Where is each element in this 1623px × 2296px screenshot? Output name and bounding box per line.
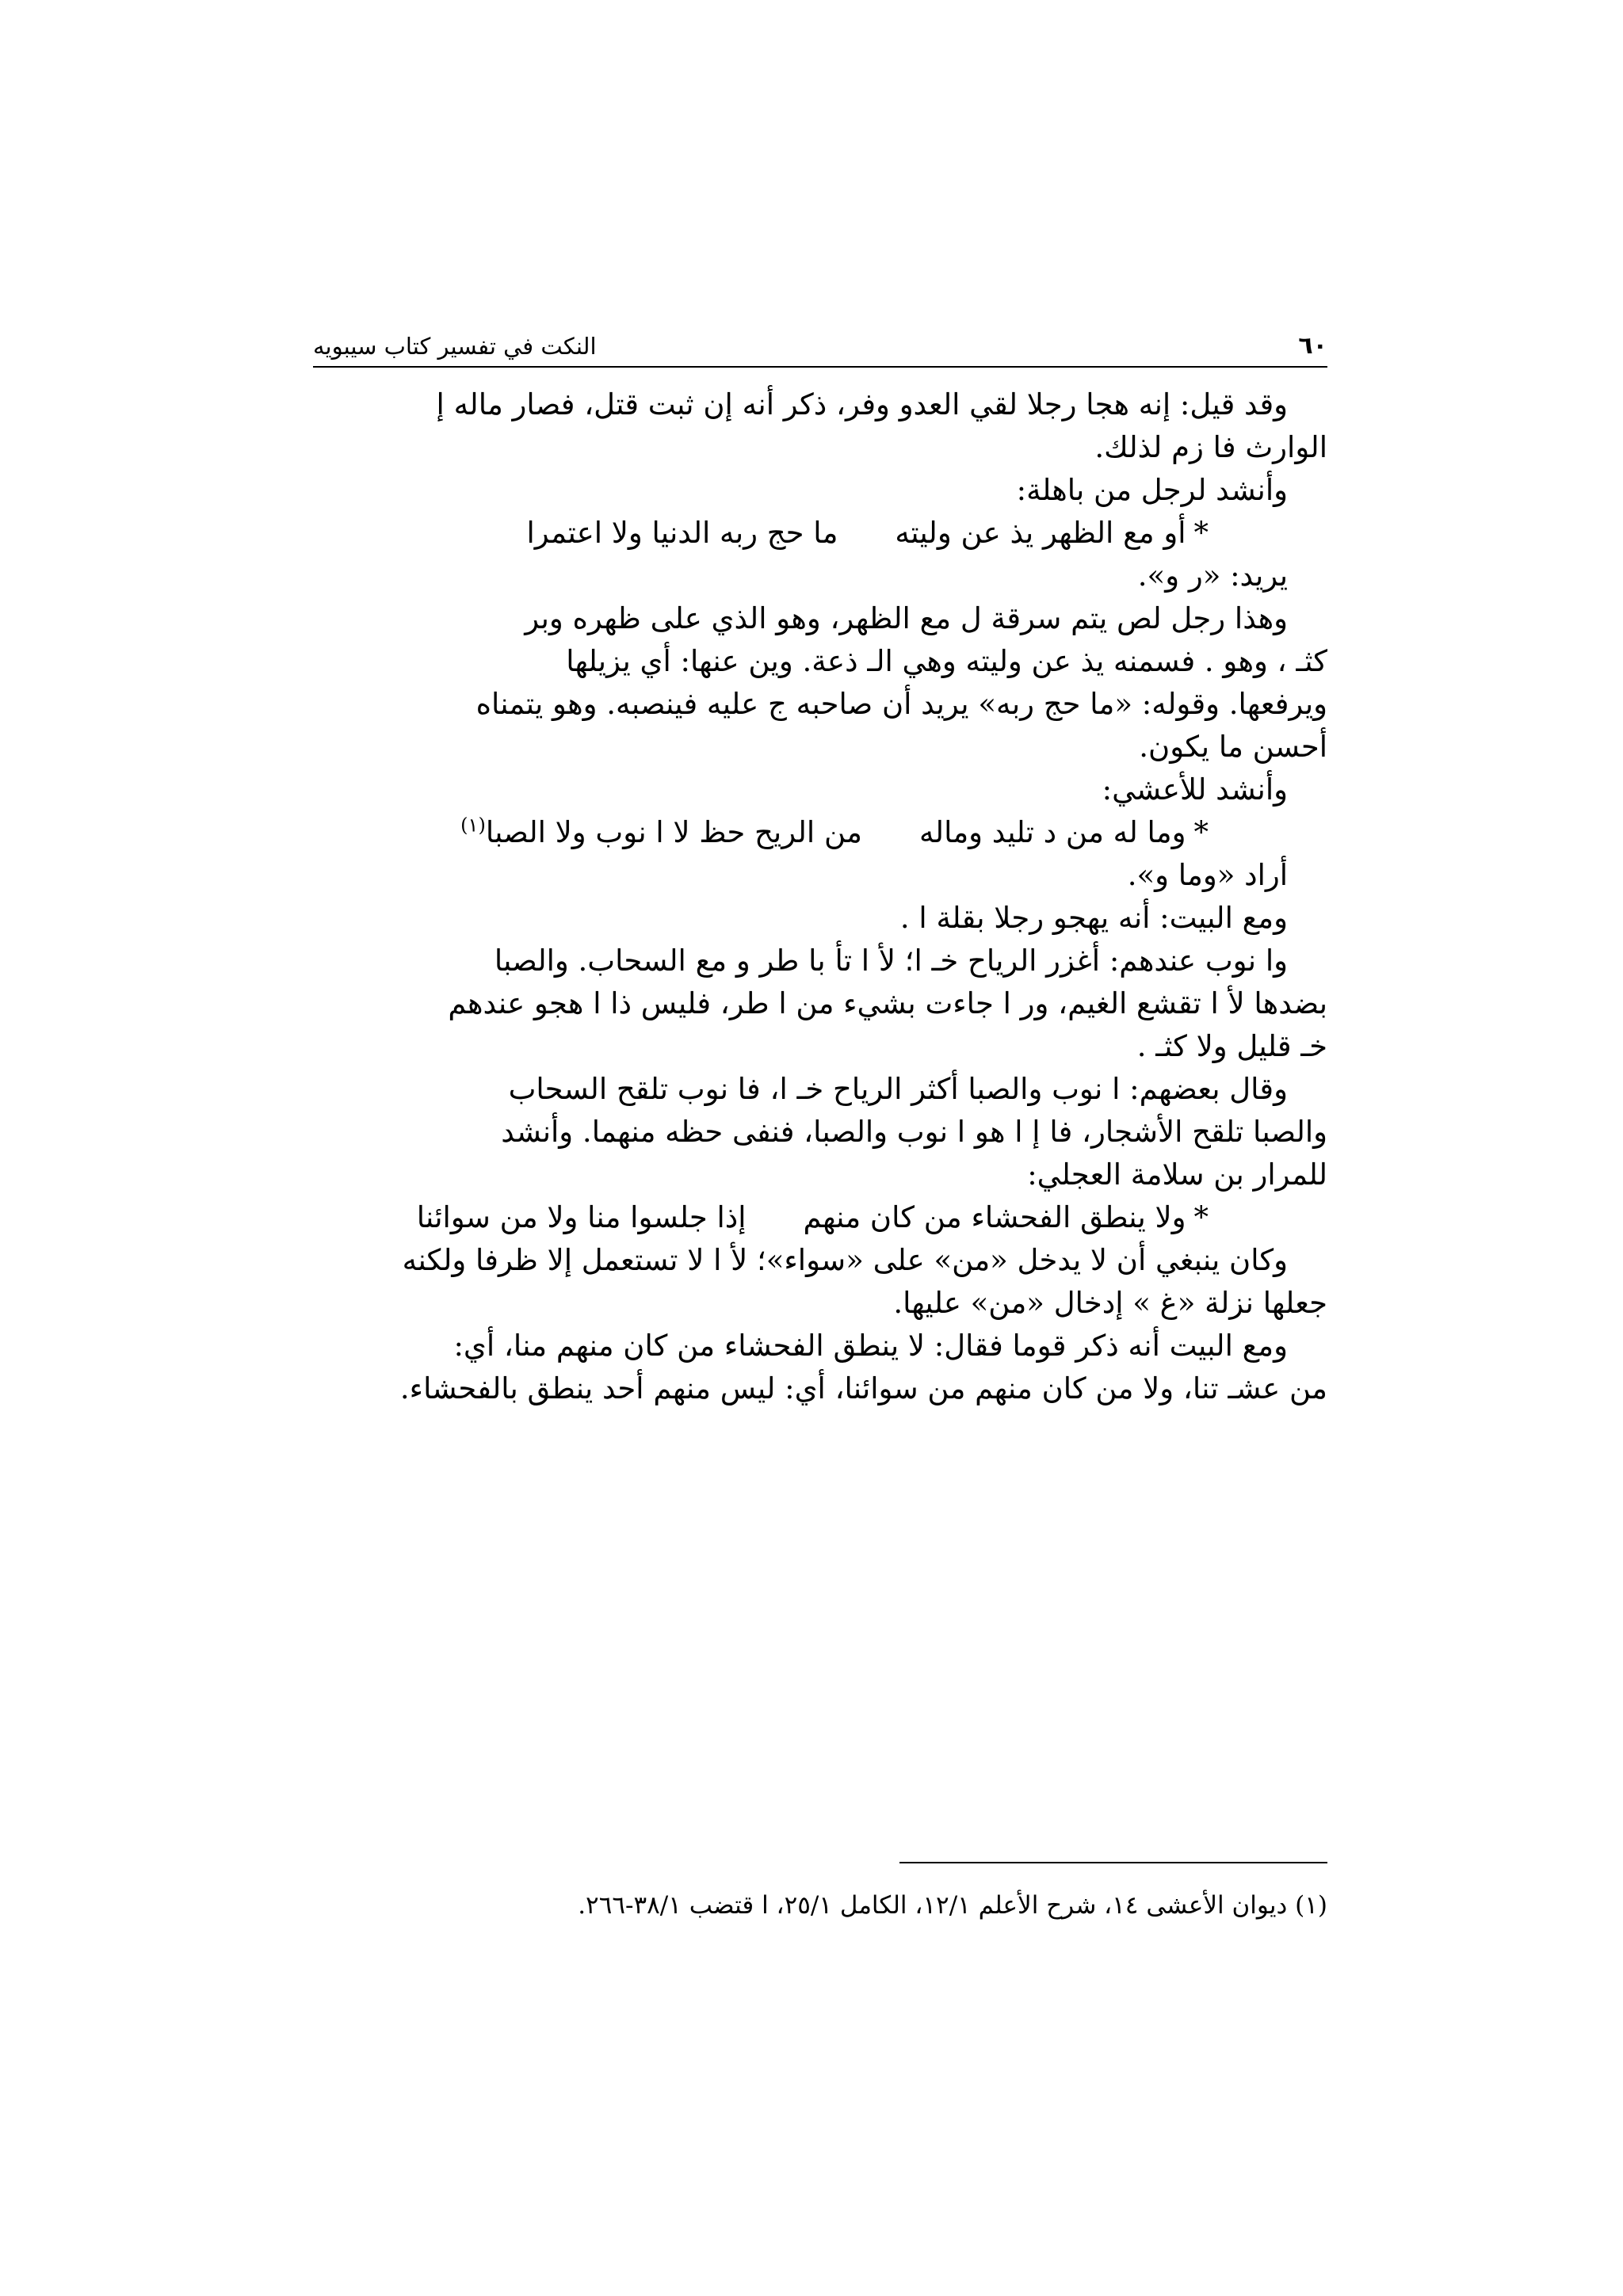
verse-hemistich	[895, 512, 1209, 555]
text-line: وقد قيل: إنه هجا رجلا لقي العدو وفر، ذكر أنه إن ثبت قتل، فصار ماله إ	[436, 387, 1288, 421]
paragraph	[313, 1325, 1327, 1367]
verse-hemistich-a: ولا ينطق الفحشاء من كان منهم	[803, 1200, 1186, 1234]
paragraph-continuation	[313, 683, 1327, 726]
verse-hemistich	[919, 811, 1209, 854]
running-header	[313, 317, 1327, 360]
text-line: ويرفعها. وقوله: «ما حج ربه» يريد أن صاحبه ج عليه فينصبه. وهو يتمناه	[475, 687, 1327, 721]
verse-star: *	[1193, 516, 1209, 550]
paragraph-continuation	[313, 726, 1327, 769]
footnote-reference: (١)	[460, 814, 486, 837]
text-line: وأنشد لرجل من باهلة:	[1016, 473, 1288, 507]
paragraph-continuation	[313, 1282, 1327, 1325]
verse-hemistich	[460, 811, 862, 854]
verse-hemistich-a: أو مع الظهر يذ عن وليته	[895, 516, 1186, 550]
paragraph	[313, 1068, 1327, 1111]
paragraph-continuation	[313, 1367, 1327, 1410]
text-line: أحسن ما يكون.	[1139, 730, 1327, 764]
paragraph-continuation	[313, 1025, 1327, 1068]
paragraph	[313, 555, 1327, 597]
text-line: وا نوب عندهم: أغزر الرياح خـ ا؛ لأ ا تأ با طر و مع السحاب. والصبا	[494, 944, 1288, 978]
footnote: (١) ديوان الأعشى ١٤، شرح الأعلم ١٢/١، الكامل ٢٥/١، ا قتضب ٣٨/١-٢٦٦.	[578, 1891, 1327, 1920]
page-number: ٦٠	[1298, 332, 1327, 360]
text-line: للمرار بن سلامة العجلي:	[1027, 1158, 1327, 1192]
text-line: وقال بعضهم: ا نوب والصبا أكثر الرياح خـ ا، فا نوب تلقح السحاب	[508, 1072, 1288, 1106]
text-line: وكان ينبغي أن لا يدخل «من» على «سواء»؛ لأ ا لا تستعمل إلا ظرفا ولكنه	[402, 1243, 1288, 1277]
text-line: وأنشد للأعشي:	[1102, 772, 1288, 807]
paragraph-continuation	[313, 640, 1327, 683]
body-text	[313, 383, 1327, 1410]
text-line: أراد «وما و».	[1127, 858, 1288, 892]
text-line: الوارث فا زم لذلك.	[1094, 430, 1327, 464]
text-line: خـ قليل ولا كثـ .	[1136, 1029, 1327, 1063]
paragraph-continuation	[313, 1154, 1327, 1196]
paragraph	[313, 383, 1327, 426]
footnote-rule	[899, 1862, 1327, 1863]
paragraph	[313, 769, 1327, 811]
paragraph	[313, 597, 1327, 640]
text-line: بضدها لأ ا تقشع الغيم، ور ا جاءت بشيء من ا طر، فليس ذا ا هجو عندهم	[448, 986, 1327, 1020]
verse-hemistich-b: ما حج ربه الدنيا ولا اعتمرا	[526, 516, 838, 550]
verse-hemistich-b: من الريح حظ لا ا نوب ولا الصبا	[485, 815, 862, 849]
paragraph	[313, 854, 1327, 897]
paragraph	[313, 897, 1327, 940]
text-line: والصبا تلقح الأشجار، فا إ ا هو ا نوب والصبا، فنفى حظه منهما. وأنشد	[501, 1115, 1327, 1149]
verse-star: *	[1193, 815, 1209, 849]
text-line: ومع البيت: أنه يهجو رجلا بقلة ا .	[899, 901, 1288, 935]
verse-hemistich-a: وما له من د تليد وماله	[918, 815, 1186, 849]
text-line: من عشـ تنا، ولا من كان منهم من سوائنا، أي: ليس منهم أحد ينطق بالفحشاء.	[399, 1371, 1327, 1405]
verse-hemistich-b: إذا جلسوا منا ولا من سوائنا	[416, 1200, 747, 1234]
paragraph	[313, 469, 1327, 512]
book-title: النكت في تفسير كتاب سيبويه	[313, 333, 597, 360]
text-line: وهذا رجل لص يتم سرقة ل مع الظهر، وهو الذي على ظهره وبر	[525, 601, 1288, 635]
verse-line	[313, 811, 1327, 854]
text-line: ومع البيت أنه ذكر قوما فقال: لا ينطق الفحشاء من كان منهم منا، أي:	[453, 1329, 1288, 1363]
header-rule	[313, 366, 1327, 368]
paragraph-continuation	[313, 1111, 1327, 1154]
paragraph-continuation	[313, 982, 1327, 1025]
verse-line	[313, 1196, 1327, 1239]
paragraph	[313, 1239, 1327, 1282]
verse-line	[313, 512, 1327, 555]
text-line: جعلها نزلة «غ » إدخال «من» عليها.	[893, 1286, 1327, 1320]
verse-star: *	[1193, 1200, 1209, 1234]
paragraph	[313, 940, 1327, 982]
book-page	[313, 317, 1327, 2060]
text-line: كثـ ، وهو . فسمنه يذ عن وليته وهي الـ ذعة. وين عنها: أي يزيلها	[566, 644, 1327, 678]
verse-hemistich	[804, 1196, 1209, 1239]
paragraph-continuation	[313, 426, 1327, 469]
text-line: يريد: «ر و».	[1137, 559, 1288, 593]
